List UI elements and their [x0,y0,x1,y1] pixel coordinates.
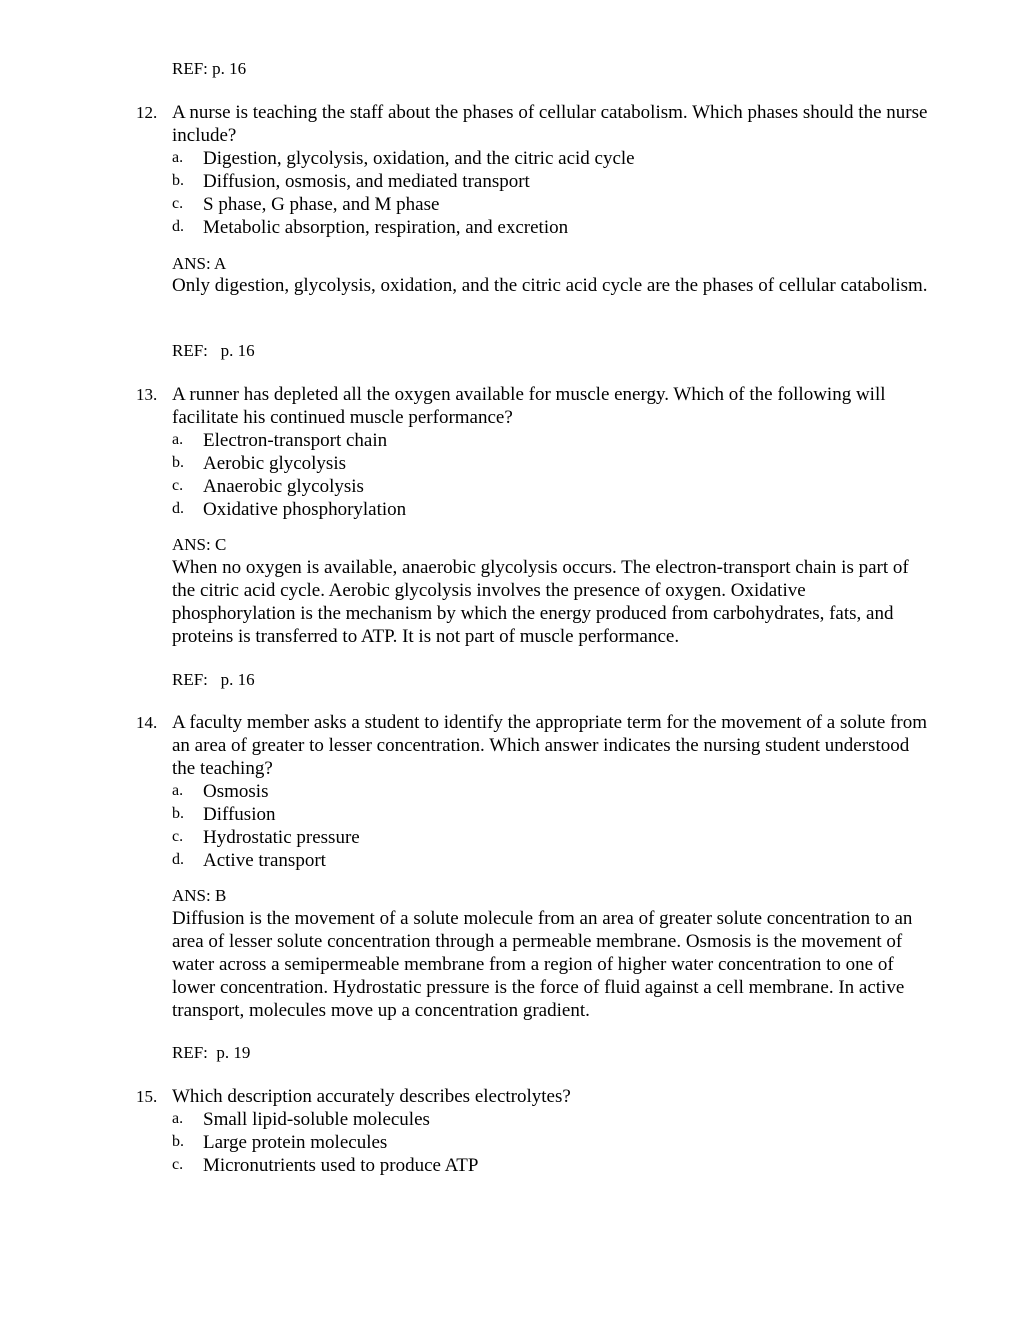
option-c [172,1154,932,1177]
option-letter: a. [172,431,184,448]
option-text: Large protein molecules [203,1132,388,1153]
question-number: 14. [136,713,158,732]
option-c [172,193,932,216]
option-d [172,216,932,239]
question-number: 12. [136,103,158,122]
option-letter: c. [172,477,184,494]
option-text: Aerobic glycolysis [203,453,347,474]
option-b [172,452,932,475]
option-text: S phase, G phase, and M phase [203,194,440,215]
answer-rationale: When no oxygen is available, anaerobic glycolysis occurs. The electron-transport chain is part of the citric acid cycle. Aerobic glycolysis involves the presence of oxygen. Oxidative phosphorylation is the mechanism by which the energy produced from carbohydrates, fats, and proteins is transferred to ATP. It is not part of muscle performance. [172,557,909,647]
question-text: A nurse is teaching the staff about the phases of cellular catabolism. Which phases should the nurse include? [172,102,928,146]
question-number: 15. [136,1087,158,1106]
reference-line: REF: p. 16 [172,670,255,689]
option-c [172,826,932,849]
answer-key: ANS: A [172,254,227,273]
option-d [172,849,932,872]
option-b [172,1131,932,1154]
option-letter: a. [172,1110,184,1127]
reference-line: REF: p. 19 [172,1043,251,1062]
option-text: Electron-transport chain [203,430,388,451]
answer-key: ANS: B [172,886,227,905]
option-letter: d. [172,218,184,235]
option-letter: d. [172,851,184,868]
options-list [172,429,932,521]
options-list [172,147,932,239]
option-letter: b. [172,1133,184,1150]
option-a [172,780,932,803]
option-text: Diffusion, osmosis, and mediated transport [203,171,530,192]
option-letter: c. [172,195,184,212]
question-number: 13. [136,385,158,404]
option-letter: b. [172,805,184,822]
option-text: Diffusion [203,804,276,825]
option-letter: a. [172,149,184,166]
question-text: Which description accurately describes electrolytes? [172,1086,571,1107]
option-letter: b. [172,172,184,189]
option-text: Micronutrients used to produce ATP [203,1155,479,1176]
option-text: Digestion, glycolysis, oxidation, and the citric acid cycle [203,148,635,169]
option-letter: d. [172,500,184,517]
option-text: Hydrostatic pressure [203,827,360,848]
option-text: Osmosis [203,781,269,802]
question-text: A faculty member asks a student to identify the appropriate term for the movement of a solute from an area of greater to lesser concentration. Which answer indicates the nursing student understood the teaching? [172,712,928,779]
option-letter: b. [172,454,184,471]
option-a [172,1108,932,1131]
answer-rationale: Diffusion is the movement of a solute molecule from an area of greater solute concentration to an area of lesser solute concentration through a permeable membrane. Osmosis is the movement of water across a semipermeable membrane from a region of higher water concentration to one of lower concentration. Hydrostatic pressure is the force of fluid against a cell membrane. In active transport, molecules move up a concentration gradient. [172,908,913,1021]
option-letter: a. [172,782,184,799]
reference-line: REF: p. 16 [172,59,247,78]
option-b [172,803,932,826]
reference-line: REF: p. 16 [172,341,255,360]
answer-key: ANS: C [172,535,227,554]
option-c [172,475,932,498]
option-text: Oxidative phosphorylation [203,499,407,520]
option-d [172,498,932,521]
option-letter: c. [172,828,184,845]
option-a [172,147,932,170]
option-text: Small lipid-soluble molecules [203,1109,430,1130]
answer-rationale: Only digestion, glycolysis, oxidation, and the citric acid cycle are the phases of cellular catabolism. [172,275,928,296]
question-text: A runner has depleted all the oxygen available for muscle energy. Which of the following will facilitate his continued muscle performance? [172,384,886,428]
option-b [172,170,932,193]
option-a [172,429,932,452]
option-text: Active transport [203,850,326,871]
options-list [172,780,932,872]
option-letter: c. [172,1156,184,1173]
option-text: Metabolic absorption, respiration, and excretion [203,217,569,238]
options-list [172,1108,932,1177]
option-text: Anaerobic glycolysis [203,476,364,497]
